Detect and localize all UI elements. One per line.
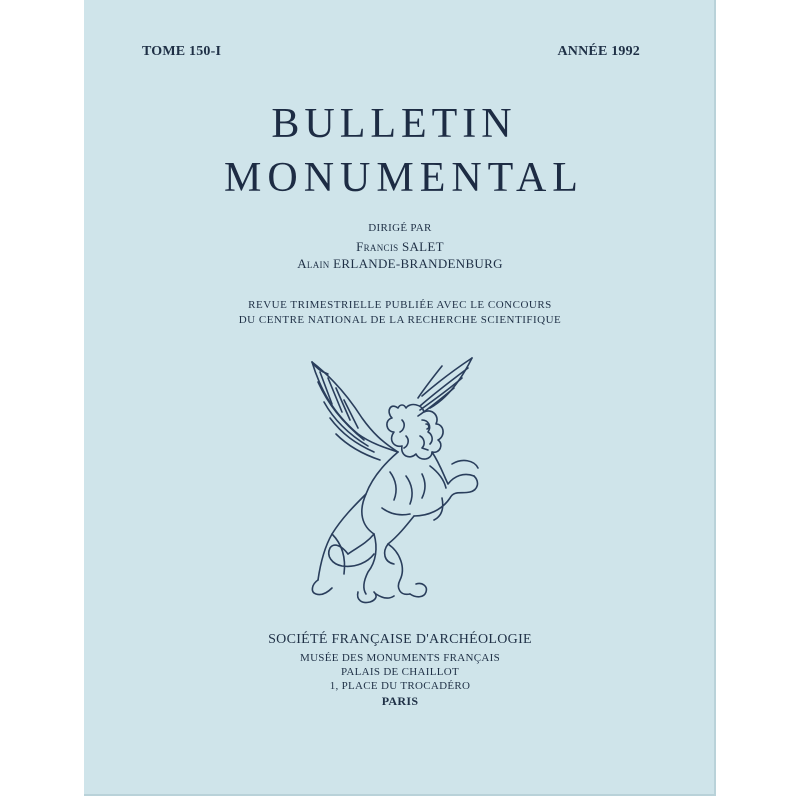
description-line-1: REVUE TRIMESTRIELLE PUBLIÉE AVEC LE CONCOURS <box>248 299 552 311</box>
publisher-address-line: MUSÉE DES MONUMENTS FRANÇAIS <box>299 652 500 664</box>
editor-name-2: Alain ERLANDE-BRANDENBURG <box>297 256 503 271</box>
publication-year: ANNÉE 1992 <box>557 44 640 59</box>
journal-title-line-2: MONUMENTAL <box>224 155 584 201</box>
description-line-2: DU CENTRE NATIONAL DE LA RECHERCHE SCIENTIFIQUE <box>238 314 562 326</box>
editor-name-1: Francis SALET <box>356 239 444 254</box>
publisher-address-line: PALAIS DE CHAILLOT <box>340 666 460 678</box>
publisher-city: PARIS <box>381 694 419 708</box>
directed-by-label: DIRIGÉ PAR <box>368 222 432 234</box>
volume-number: TOME 150-I <box>142 44 222 59</box>
publisher-name: SOCIÉTÉ FRANÇAISE D'ARCHÉOLOGIE <box>268 632 532 647</box>
publisher-address-line: 1, PLACE DU TROCADÉRO <box>329 680 471 692</box>
journal-title-line-1: BULLETIN <box>271 101 517 147</box>
winged-lion-icon <box>302 348 498 618</box>
journal-cover <box>84 0 716 796</box>
